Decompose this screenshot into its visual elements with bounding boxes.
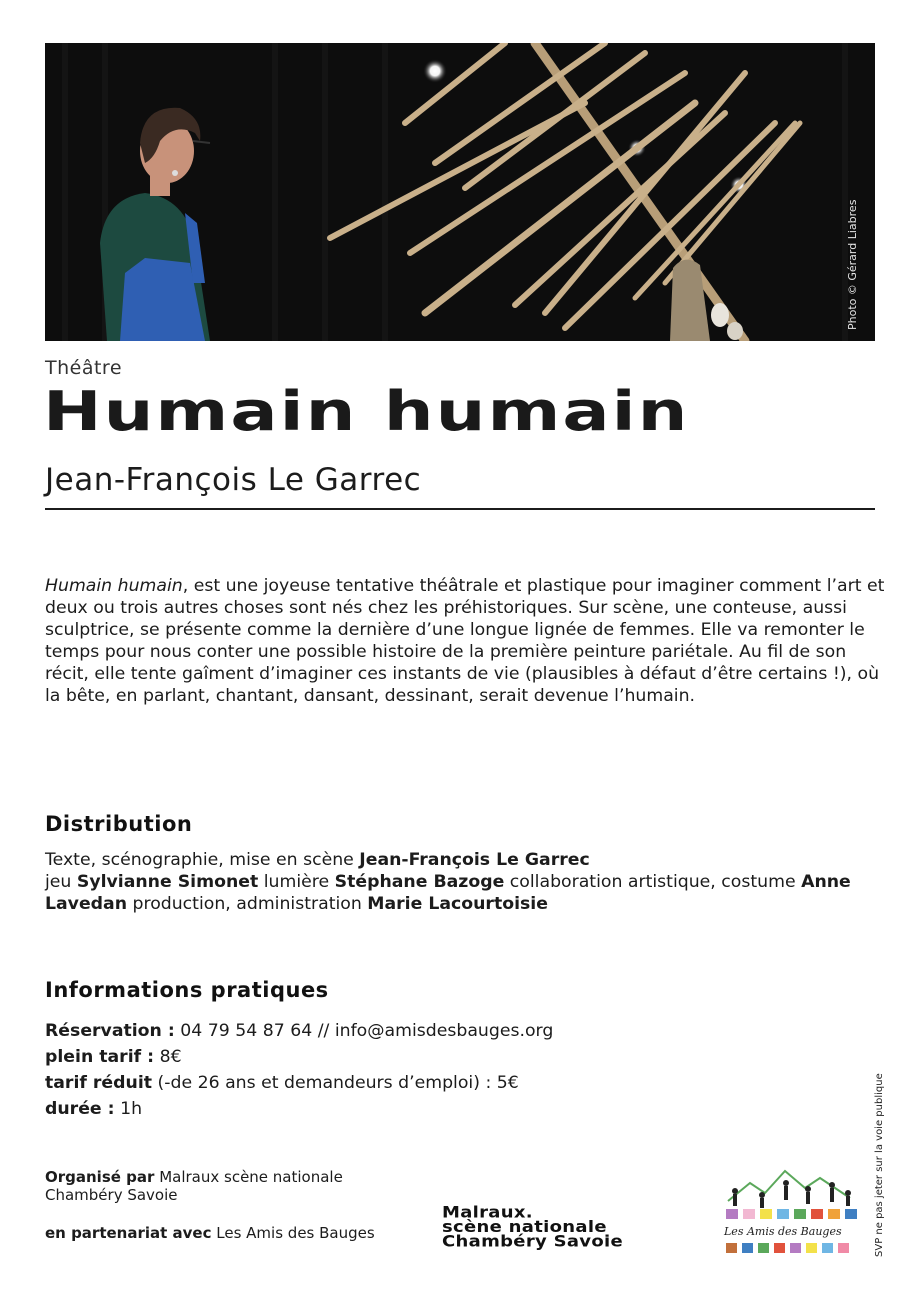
amis-des-bauges-logo (720, 1163, 860, 1263)
tarif-reduit-value: (-de 26 ans et demandeurs d’emploi) : 5€ (152, 1073, 519, 1093)
distribution-heading: Distribution (45, 812, 193, 836)
malraux-logo-line: Chambéry Savoie (442, 1232, 623, 1251)
photo-credit: Photo © Gérard Liabres (846, 199, 859, 330)
amis-logo-text: Les Amis des Bauges (724, 1225, 842, 1238)
plein-tarif-line (45, 1044, 845, 1070)
role-text: collaboration artistique, costume (504, 872, 802, 892)
tarif-reduit-label: tarif réduit (45, 1073, 153, 1093)
role-text: Texte, scénographie, mise en scène (45, 850, 360, 870)
credit-name: Jean-François Le Garrec (359, 850, 590, 870)
svp-notice: SVP ne pas jeter sur la voie publique (874, 1073, 885, 1257)
role-text: lumière (258, 872, 335, 892)
partner-value: Les Amis des Bauges (211, 1224, 375, 1242)
credit-name: Marie Lacourtoisie (367, 894, 548, 914)
organiser-value: Malraux scène nationale Chambéry Savoie (45, 1168, 343, 1204)
stage-photo (45, 43, 875, 341)
role-text: production, administration (127, 894, 368, 914)
reservation-label: Réservation : (45, 1021, 175, 1041)
malraux-logo (442, 1203, 623, 1251)
plein-tarif-value: 8€ (154, 1047, 182, 1067)
credit-name: Sylvianne Simonet (76, 872, 259, 892)
genre-label: Théâtre (45, 357, 123, 379)
organiser-label: Organisé par (45, 1168, 155, 1186)
credit-name: Stéphane Bazoge (334, 872, 505, 892)
role-text: jeu (45, 872, 77, 892)
author-name: Jean-François Le Garrec (45, 462, 422, 498)
partner-text (45, 1224, 385, 1242)
malraux-logo-line: Malraux. (442, 1203, 533, 1223)
malraux-logo-line: scène nationale (442, 1217, 607, 1237)
partner-label: en partenariat avec (45, 1224, 212, 1242)
description-paragraph (45, 575, 885, 707)
infos-heading: Informations pratiques (45, 978, 329, 1002)
description-text: , est une joyeuse tentative théâtrale et plastique pour imaginer comment l’art et deux ou trois autres choses sont nés chez les préhistoriques. Sur scène, une conteuse, aussi sculptrice, se présente comme la dernière d’une longue lignée de femmes. Elle va remonter le temps pour nous conter une possible histoire de la première peinture pariétale. Au fil de son récit, elle tente gaîment d’imaginer ces instants de vie (plausibles à défaut d’être certains !), où la bête, en parlant, chantant, dansant, dessinant, serait devenue l’humain. (45, 576, 885, 706)
show-title: Humain humain (43, 379, 690, 444)
duree-line (45, 1096, 845, 1122)
infos-list (45, 1018, 845, 1122)
duree-label: durée : (45, 1099, 115, 1119)
distribution-credits (45, 849, 880, 915)
reservation-line (45, 1018, 845, 1044)
description-title-italic: Humain humain (45, 576, 183, 596)
plein-tarif-label: plein tarif : (45, 1047, 155, 1067)
duree-value: 1h (114, 1099, 143, 1119)
credit-name: Anne Lavedan (45, 872, 851, 914)
organiser-text (45, 1168, 385, 1204)
header-divider (45, 508, 875, 510)
stage-photo-illustration (45, 43, 875, 341)
reservation-value: 04 79 54 87 64 // info@amisdesbauges.org (174, 1021, 554, 1041)
tarif-reduit-line (45, 1070, 845, 1096)
